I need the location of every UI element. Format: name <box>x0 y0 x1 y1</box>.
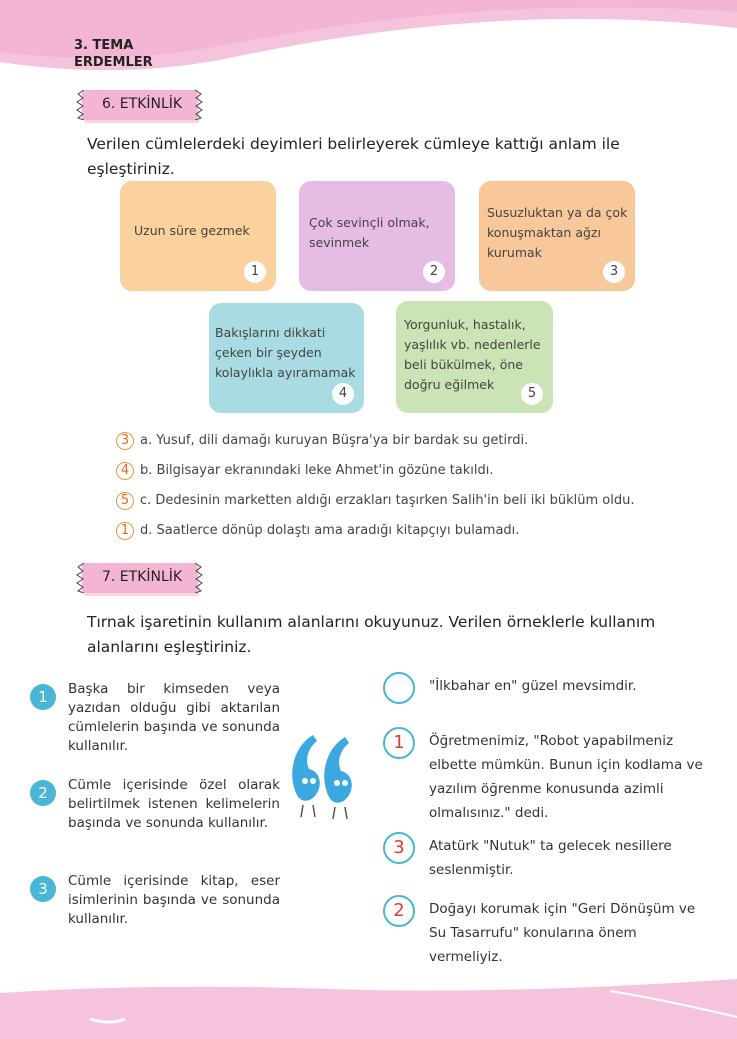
meaning-card-number: 5 <box>521 383 543 405</box>
meaning-card-2 <box>299 181 455 291</box>
activity7-title: 7. ETKİNLİK <box>102 569 183 585</box>
meaning-card-number: 4 <box>332 383 354 405</box>
idiom-sentence-c <box>116 490 634 512</box>
example-answer-circle[interactable]: 3 <box>383 832 415 864</box>
answer-circle[interactable]: 3 <box>116 432 134 450</box>
activity6-title: 6. ETKİNLİK <box>102 96 183 112</box>
meaning-card-number: 2 <box>423 261 445 283</box>
usage-number-badge: 1 <box>30 684 56 710</box>
quotation-mark-mascot-illustration <box>283 725 383 825</box>
idiom-sentence-b <box>116 460 494 482</box>
example-answer-circle[interactable]: 1 <box>383 727 415 759</box>
answer-circle[interactable]: 1 <box>116 522 134 540</box>
answer-circle[interactable]: 5 <box>116 492 134 510</box>
quote-example-2 <box>383 727 713 827</box>
quote-usage-1 <box>30 680 280 760</box>
sentence-text: a. Yusuf, dili damağı kuruyan Büşra'ya bir bardak su getirdi. <box>140 433 529 448</box>
quote-usage-2 <box>30 776 280 856</box>
usage-text: Cümle içerisinde kitap, eser isimlerinin başında ve sonunda kullanılır. <box>68 873 280 927</box>
example-text: Doğayı korumak için "Geri Dönüşüm ve Su Tasarrufu" konularına önem vermeliyiz. <box>429 901 696 965</box>
meaning-card-text: Susuzluktan ya da çok konuşmaktan ağzı kurumak <box>487 205 628 260</box>
meaning-card-5 <box>396 301 553 413</box>
meaning-card-text: Yorgunluk, hastalık, yaşlılık vb. nedenlerle beli bükülmek, öne doğru eğilmek <box>404 317 541 392</box>
quote-usage-3 <box>30 872 280 932</box>
bottom-pink-band <box>0 979 737 1039</box>
meaning-card-number: 1 <box>244 261 266 283</box>
activity7-instruction: Tırnak işaretinin kullanım alanlarını okuyunuz. Verilen örneklerle kullanım alanlarını eşleştiriniz. <box>87 613 656 656</box>
usage-text: Cümle içerisinde özel olarak belirtilmek istenen kelimelerin başında ve sonunda kullanılır. <box>68 777 280 831</box>
unit-title: ERDEMLER <box>74 55 153 70</box>
example-text: Öğretmenimiz, "Robot yapabilmeniz elbette mümkün. Bunun için kodlama ve yazılım öğrenme konusunda azimli olmalısınız." dedi. <box>429 733 703 821</box>
activity7-ribbon <box>82 563 197 593</box>
meaning-card-text: Uzun süre gezmek <box>134 223 250 238</box>
usage-text: Başka bir kimseden veya yazıdan olduğu gibi aktarılan cümlelerin başında ve sonunda kullanılır. <box>68 681 280 754</box>
unit-header <box>74 37 153 71</box>
unit-number: 3. TEMA <box>74 38 134 53</box>
answer-circle[interactable]: 4 <box>116 462 134 480</box>
sentence-text: d. Saatlerce dönüp dolaştı ama aradığı kitapçıyı bulamadı. <box>140 523 520 538</box>
meaning-card-text: Çok sevinçli olmak, sevinmek <box>309 215 430 250</box>
quote-example-1 <box>383 672 713 712</box>
meaning-card-4 <box>209 303 364 413</box>
sentence-text: c. Dedesinin marketten aldığı erzakları taşırken Salih'in beli iki büklüm oldu. <box>140 493 635 508</box>
sentence-text: b. Bilgisayar ekranındaki leke Ahmet'in gözüne takıldı. <box>140 463 494 478</box>
example-text: "İlkbahar en" güzel mevsimdir. <box>429 678 637 694</box>
usage-number-badge: 3 <box>30 876 56 902</box>
quote-example-3 <box>383 832 713 882</box>
activity6-instruction: Verilen cümlelerdeki deyimleri belirleyerek cümleye kattığı anlam ile eşleştiriniz. <box>87 135 620 178</box>
example-text: Atatürk "Nutuk" ta gelecek nesillere seslenmiştir. <box>429 838 672 878</box>
idiom-sentence-d <box>116 520 519 542</box>
meaning-card-number: 3 <box>603 261 625 283</box>
meaning-card-1 <box>120 181 276 291</box>
meaning-card-3 <box>479 181 635 291</box>
usage-number-badge: 2 <box>30 780 56 806</box>
example-answer-circle[interactable] <box>383 672 415 704</box>
quote-example-4 <box>383 895 713 970</box>
activity6-ribbon <box>82 90 197 120</box>
example-answer-circle[interactable]: 2 <box>383 895 415 927</box>
meaning-card-text: Bakışlarını dikkati çeken bir şeyden kolaylıkla ayıramamak <box>215 325 356 380</box>
idiom-sentence-a <box>116 430 528 452</box>
